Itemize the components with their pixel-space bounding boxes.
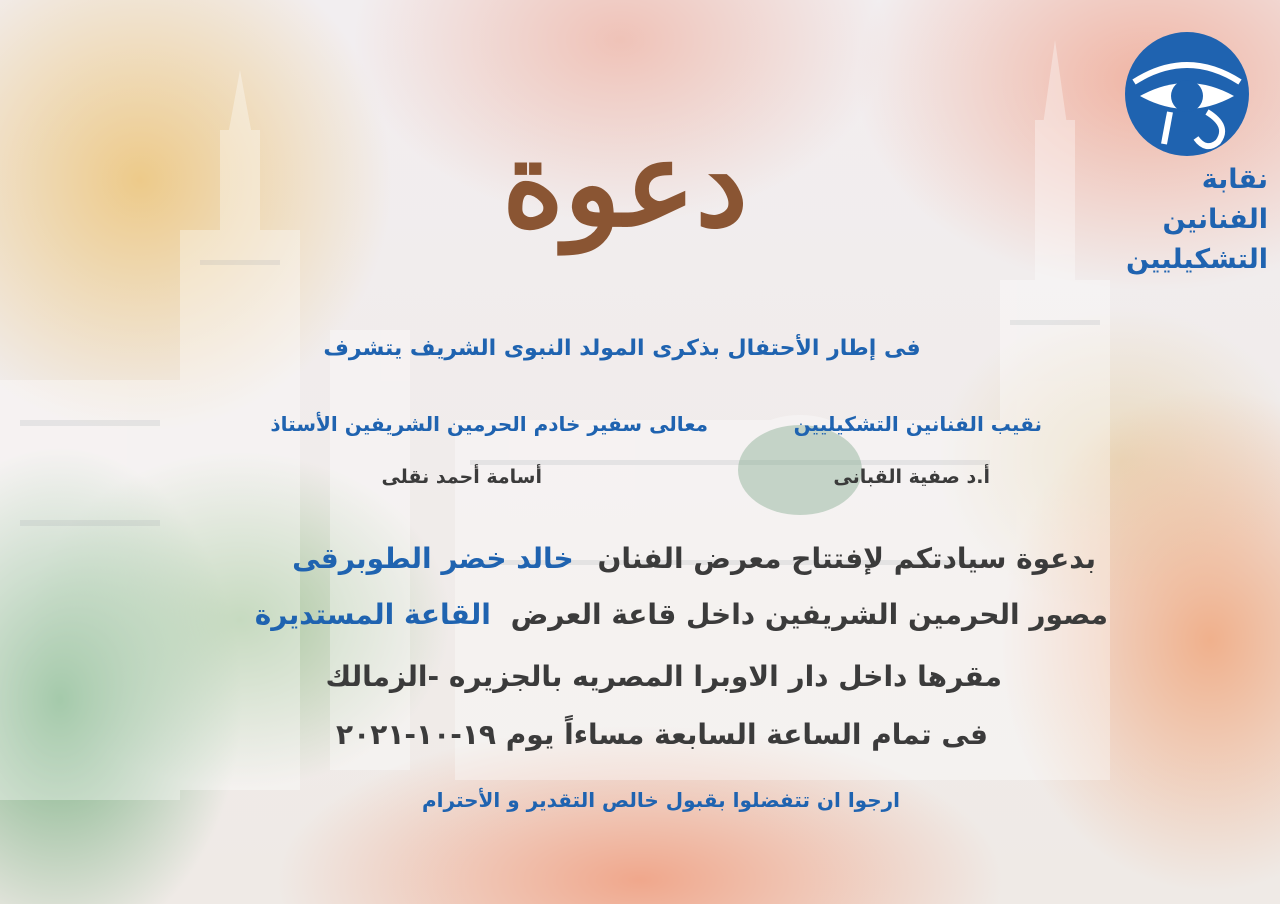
logo-text xyxy=(1126,160,1268,280)
invitation-title xyxy=(500,95,750,275)
closing-line: ارجوا ان تتفضلوا بقبول خالص التقدير و الأحترام xyxy=(422,788,900,812)
host-right-role: معالى سفير خادم الحرمين الشريفين الأستاذ xyxy=(270,412,708,436)
host-left-role: نقيب الفنانين التشكيليين xyxy=(793,412,1042,436)
host-left-name: أ.د صفية القبانى xyxy=(833,466,990,488)
body-line-2-text: مصور الحرمين الشريفين داخل قاعة العرض xyxy=(510,598,1108,631)
body-line-4: فى تمام الساعة السابعة مساءاً يوم ١٩-١٠-٢٠٢١ xyxy=(336,718,988,751)
logo-line-2: الفنانين xyxy=(1162,204,1268,235)
body-line-1-text: بدعوة سيادتكم لإفتتاح معرض الفنان xyxy=(597,542,1096,575)
artist-name: خالد خضر الطوبرقى xyxy=(292,542,574,575)
body-line-1 xyxy=(292,542,1096,575)
body-line-3: مقرها داخل دار الاوبرا المصريه بالجزيره -الزمالك xyxy=(325,660,1002,693)
invitation-title-text: دعوة xyxy=(502,114,748,253)
hall-name: القاعة المستديرة xyxy=(254,598,491,631)
logo-line-3: التشكيليين xyxy=(1126,244,1268,275)
host-right-name: أسامة أحمد نقلى xyxy=(381,466,542,488)
logo-line-1: نقابة xyxy=(1201,164,1268,195)
intro-line: فى إطار الأحتفال بذكرى المولد النبوى الشريف يتشرف xyxy=(323,336,921,361)
body-line-2 xyxy=(255,598,1108,631)
syndicate-logo-icon xyxy=(1112,30,1262,160)
